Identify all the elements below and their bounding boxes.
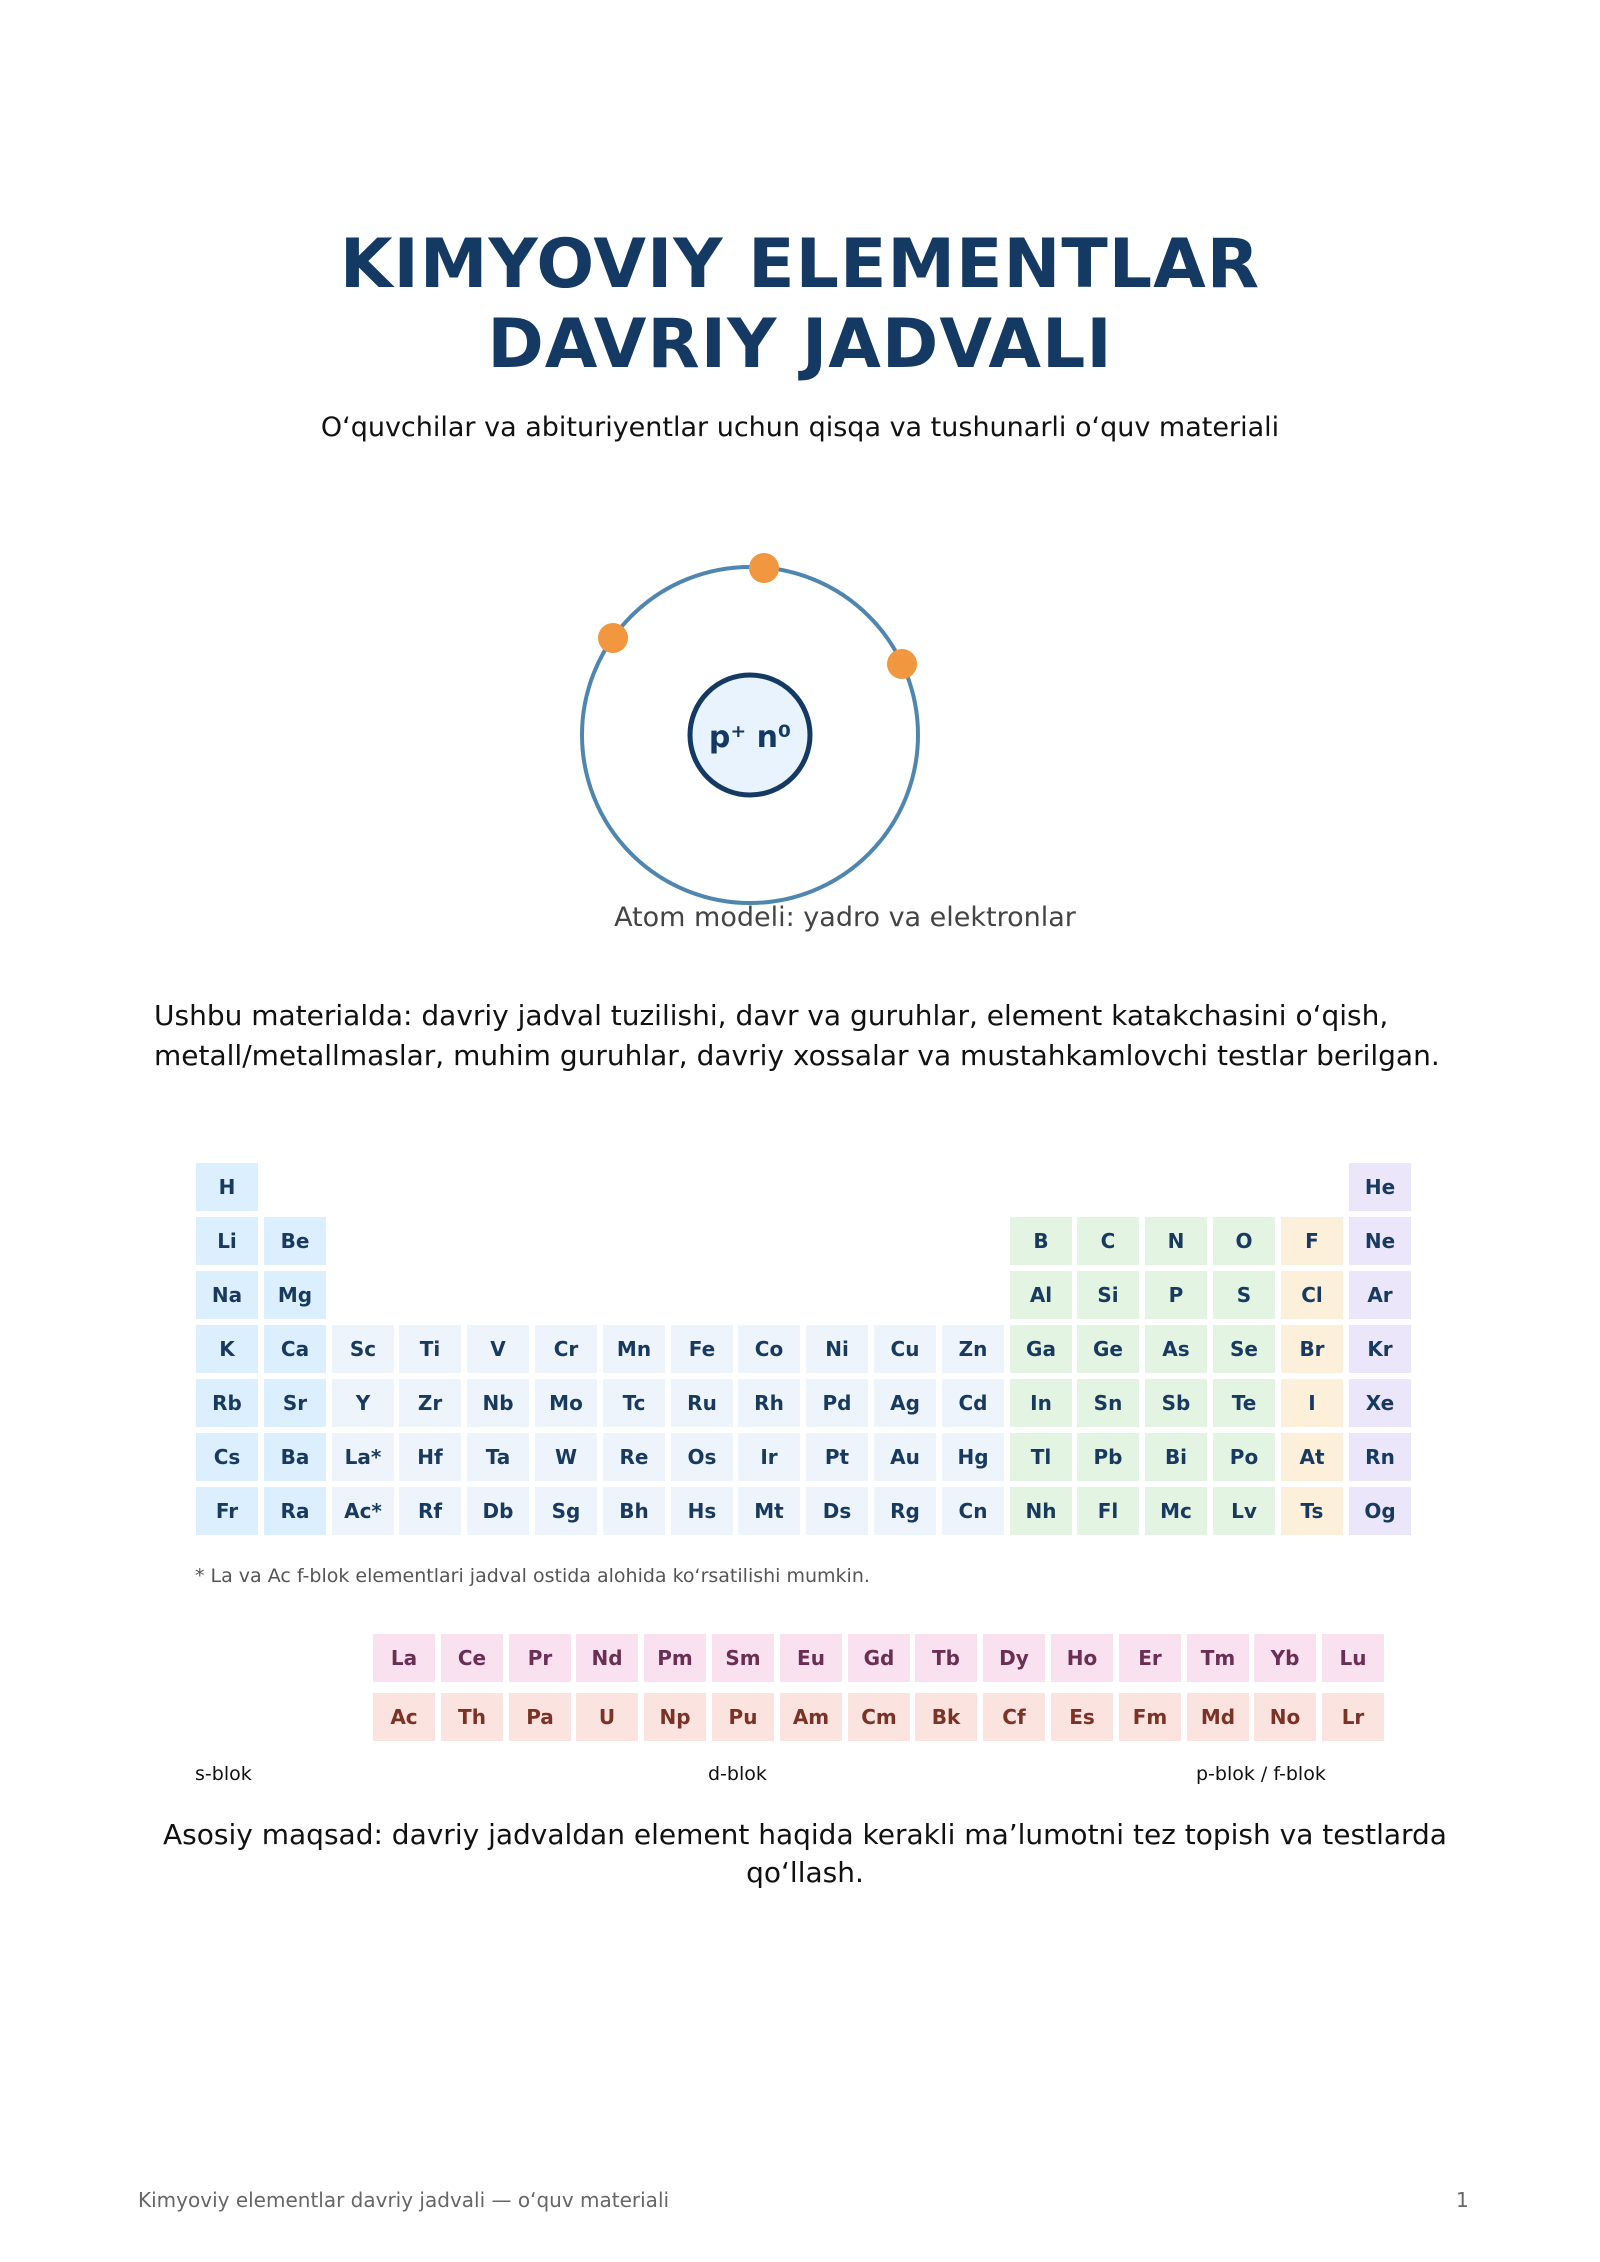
element-cell: Ir bbox=[738, 1433, 800, 1481]
element-cell: B bbox=[1010, 1217, 1072, 1265]
actinide-cell: No bbox=[1254, 1693, 1316, 1741]
element-cell: Cd bbox=[942, 1379, 1004, 1427]
element-cell: Rb bbox=[196, 1379, 258, 1427]
element-cell: Xe bbox=[1349, 1379, 1411, 1427]
intro-paragraph: Ushbu materialda: davriy jadval tuzilishi, davr va guruhlar, element katakchasini o‘qish, metall/metallmaslar, muhim guruhlar, davriy xossalar va mustahkamlovchi testlar berilgan. bbox=[154, 999, 1440, 1072]
element-cell: Fl bbox=[1077, 1487, 1139, 1535]
page-number: 1 bbox=[1456, 2188, 1469, 2212]
element-cell: Ga bbox=[1010, 1325, 1072, 1373]
lanthanide-cell: Yb bbox=[1254, 1634, 1316, 1682]
element-cell: Au bbox=[874, 1433, 936, 1481]
element-cell: Re bbox=[603, 1433, 665, 1481]
element-cell: Na bbox=[196, 1271, 258, 1319]
lanthanide-cell: Tm bbox=[1187, 1634, 1249, 1682]
lanthanide-cell: Ce bbox=[441, 1634, 503, 1682]
element-cell: Hg bbox=[942, 1433, 1004, 1481]
element-cell: Ge bbox=[1077, 1325, 1139, 1373]
lanthanide-cell: Sm bbox=[712, 1634, 774, 1682]
element-cell: Nh bbox=[1010, 1487, 1072, 1535]
actinide-cell: Cf bbox=[983, 1693, 1045, 1741]
element-cell: Cs bbox=[196, 1433, 258, 1481]
element-cell: Os bbox=[671, 1433, 733, 1481]
actinide-cell: Lr bbox=[1322, 1693, 1384, 1741]
element-cell: Hf bbox=[399, 1433, 461, 1481]
electron-icon bbox=[887, 649, 917, 679]
lanthanide-cell: Nd bbox=[576, 1634, 638, 1682]
element-cell: Al bbox=[1010, 1271, 1072, 1319]
element-cell: H bbox=[196, 1163, 258, 1211]
element-cell: Ac* bbox=[332, 1487, 394, 1535]
nucleus-label: p⁺ n⁰ bbox=[708, 720, 792, 755]
actinide-cell: Am bbox=[780, 1693, 842, 1741]
element-cell: Ni bbox=[806, 1325, 868, 1373]
lanthanide-cell: Pr bbox=[509, 1634, 571, 1682]
element-cell: As bbox=[1145, 1325, 1207, 1373]
element-cell: Cu bbox=[874, 1325, 936, 1373]
element-cell: Db bbox=[467, 1487, 529, 1535]
element-cell: S bbox=[1213, 1271, 1275, 1319]
element-cell: Te bbox=[1213, 1379, 1275, 1427]
lanthanide-cell: Lu bbox=[1322, 1634, 1384, 1682]
lanthanide-cell: Ho bbox=[1051, 1634, 1113, 1682]
lanthanide-cell: Dy bbox=[983, 1634, 1045, 1682]
element-cell: Ts bbox=[1281, 1487, 1343, 1535]
document-subtitle: O‘quvchilar va abituriyentlar uchun qisqa va tushunarli o‘quv materiali bbox=[320, 412, 1280, 443]
element-cell: F bbox=[1281, 1217, 1343, 1265]
lanthanide-cell: Eu bbox=[780, 1634, 842, 1682]
actinide-cell: U bbox=[576, 1693, 638, 1741]
actinide-cell: Md bbox=[1187, 1693, 1249, 1741]
element-cell: Nb bbox=[467, 1379, 529, 1427]
electron-icon bbox=[749, 553, 779, 583]
element-cell: Tc bbox=[603, 1379, 665, 1427]
table-footnote: * La va Ac f-blok elementlari jadval ostida alohida ko‘rsatilishi mumkin. bbox=[195, 1565, 870, 1587]
element-cell: W bbox=[535, 1433, 597, 1481]
element-cell: Mg bbox=[264, 1271, 326, 1319]
element-cell: Mc bbox=[1145, 1487, 1207, 1535]
element-cell: Sg bbox=[535, 1487, 597, 1535]
element-cell: Fr bbox=[196, 1487, 258, 1535]
element-cell: V bbox=[467, 1325, 529, 1373]
element-cell: Se bbox=[1213, 1325, 1275, 1373]
element-cell: Ra bbox=[264, 1487, 326, 1535]
lanthanide-cell: Pm bbox=[644, 1634, 706, 1682]
document-title-line1: KIMYOVIY ELEMENTLAR bbox=[339, 225, 1261, 304]
element-cell: Ag bbox=[874, 1379, 936, 1427]
element-cell: Ta bbox=[467, 1433, 529, 1481]
lanthanide-cell: Er bbox=[1119, 1634, 1181, 1682]
element-cell: Rf bbox=[399, 1487, 461, 1535]
element-cell: Be bbox=[264, 1217, 326, 1265]
element-cell: Cn bbox=[942, 1487, 1004, 1535]
element-cell: Ti bbox=[399, 1325, 461, 1373]
s-block-label: s-blok bbox=[195, 1763, 252, 1785]
actinide-cell: Bk bbox=[915, 1693, 977, 1741]
element-cell: Ds bbox=[806, 1487, 868, 1535]
lanthanide-cell: La bbox=[373, 1634, 435, 1682]
actinide-cell: Es bbox=[1051, 1693, 1113, 1741]
atom-model-illustration bbox=[560, 545, 940, 925]
element-cell: Pt bbox=[806, 1433, 868, 1481]
element-cell: K bbox=[196, 1325, 258, 1373]
actinide-cell: Np bbox=[644, 1693, 706, 1741]
element-cell: Co bbox=[738, 1325, 800, 1373]
pf-block-label: p-blok / f-blok bbox=[1196, 1763, 1326, 1785]
element-cell: Kr bbox=[1349, 1325, 1411, 1373]
element-cell: In bbox=[1010, 1379, 1072, 1427]
element-cell: La* bbox=[332, 1433, 394, 1481]
element-cell: He bbox=[1349, 1163, 1411, 1211]
element-cell: Hs bbox=[671, 1487, 733, 1535]
element-cell: Ba bbox=[264, 1433, 326, 1481]
element-cell: Rh bbox=[738, 1379, 800, 1427]
element-cell: Bh bbox=[603, 1487, 665, 1535]
element-cell: Mt bbox=[738, 1487, 800, 1535]
element-cell: P bbox=[1145, 1271, 1207, 1319]
lanthanide-cell: Tb bbox=[915, 1634, 977, 1682]
element-cell: Mo bbox=[535, 1379, 597, 1427]
element-cell: Br bbox=[1281, 1325, 1343, 1373]
electron-icon bbox=[598, 623, 628, 653]
element-cell: C bbox=[1077, 1217, 1139, 1265]
element-cell: Po bbox=[1213, 1433, 1275, 1481]
document-title-line2: DAVRIY JADVALI bbox=[487, 305, 1113, 384]
atom-caption: Atom modeli: yadro va elektronlar bbox=[614, 902, 1076, 933]
element-cell: Ar bbox=[1349, 1271, 1411, 1319]
element-cell: Zr bbox=[399, 1379, 461, 1427]
element-cell: Cr bbox=[535, 1325, 597, 1373]
element-cell: Sb bbox=[1145, 1379, 1207, 1427]
element-cell: Bi bbox=[1145, 1433, 1207, 1481]
element-cell: I bbox=[1281, 1379, 1343, 1427]
lanthanide-cell: Gd bbox=[848, 1634, 910, 1682]
element-cell: Zn bbox=[942, 1325, 1004, 1373]
element-cell: Ca bbox=[264, 1325, 326, 1373]
element-cell: O bbox=[1213, 1217, 1275, 1265]
element-cell: Sc bbox=[332, 1325, 394, 1373]
element-cell: Y bbox=[332, 1379, 394, 1427]
element-cell: Lv bbox=[1213, 1487, 1275, 1535]
element-cell: Pd bbox=[806, 1379, 868, 1427]
element-cell: Mn bbox=[603, 1325, 665, 1373]
actinide-cell: Pa bbox=[509, 1693, 571, 1741]
element-cell: Li bbox=[196, 1217, 258, 1265]
element-cell: Ru bbox=[671, 1379, 733, 1427]
element-cell: Cl bbox=[1281, 1271, 1343, 1319]
footer-title: Kimyoviy elementlar davriy jadvali — o‘quv materiali bbox=[138, 2188, 670, 2212]
goal-paragraph: Asosiy maqsad: davriy jadvaldan element haqida kerakli ma’lumotni tez topish va testlarda qo‘llash. bbox=[163, 1818, 1447, 1889]
actinide-cell: Th bbox=[441, 1693, 503, 1741]
element-cell: Pb bbox=[1077, 1433, 1139, 1481]
element-cell: Og bbox=[1349, 1487, 1411, 1535]
actinide-cell: Cm bbox=[848, 1693, 910, 1741]
d-block-label: d-blok bbox=[708, 1763, 767, 1785]
element-cell: Fe bbox=[671, 1325, 733, 1373]
actinide-cell: Pu bbox=[712, 1693, 774, 1741]
element-cell: N bbox=[1145, 1217, 1207, 1265]
element-cell: Sn bbox=[1077, 1379, 1139, 1427]
element-cell: At bbox=[1281, 1433, 1343, 1481]
element-cell: Sr bbox=[264, 1379, 326, 1427]
actinide-cell: Fm bbox=[1119, 1693, 1181, 1741]
element-cell: Rg bbox=[874, 1487, 936, 1535]
element-cell: Rn bbox=[1349, 1433, 1411, 1481]
actinide-cell: Ac bbox=[373, 1693, 435, 1741]
element-cell: Si bbox=[1077, 1271, 1139, 1319]
element-cell: Ne bbox=[1349, 1217, 1411, 1265]
element-cell: Tl bbox=[1010, 1433, 1072, 1481]
